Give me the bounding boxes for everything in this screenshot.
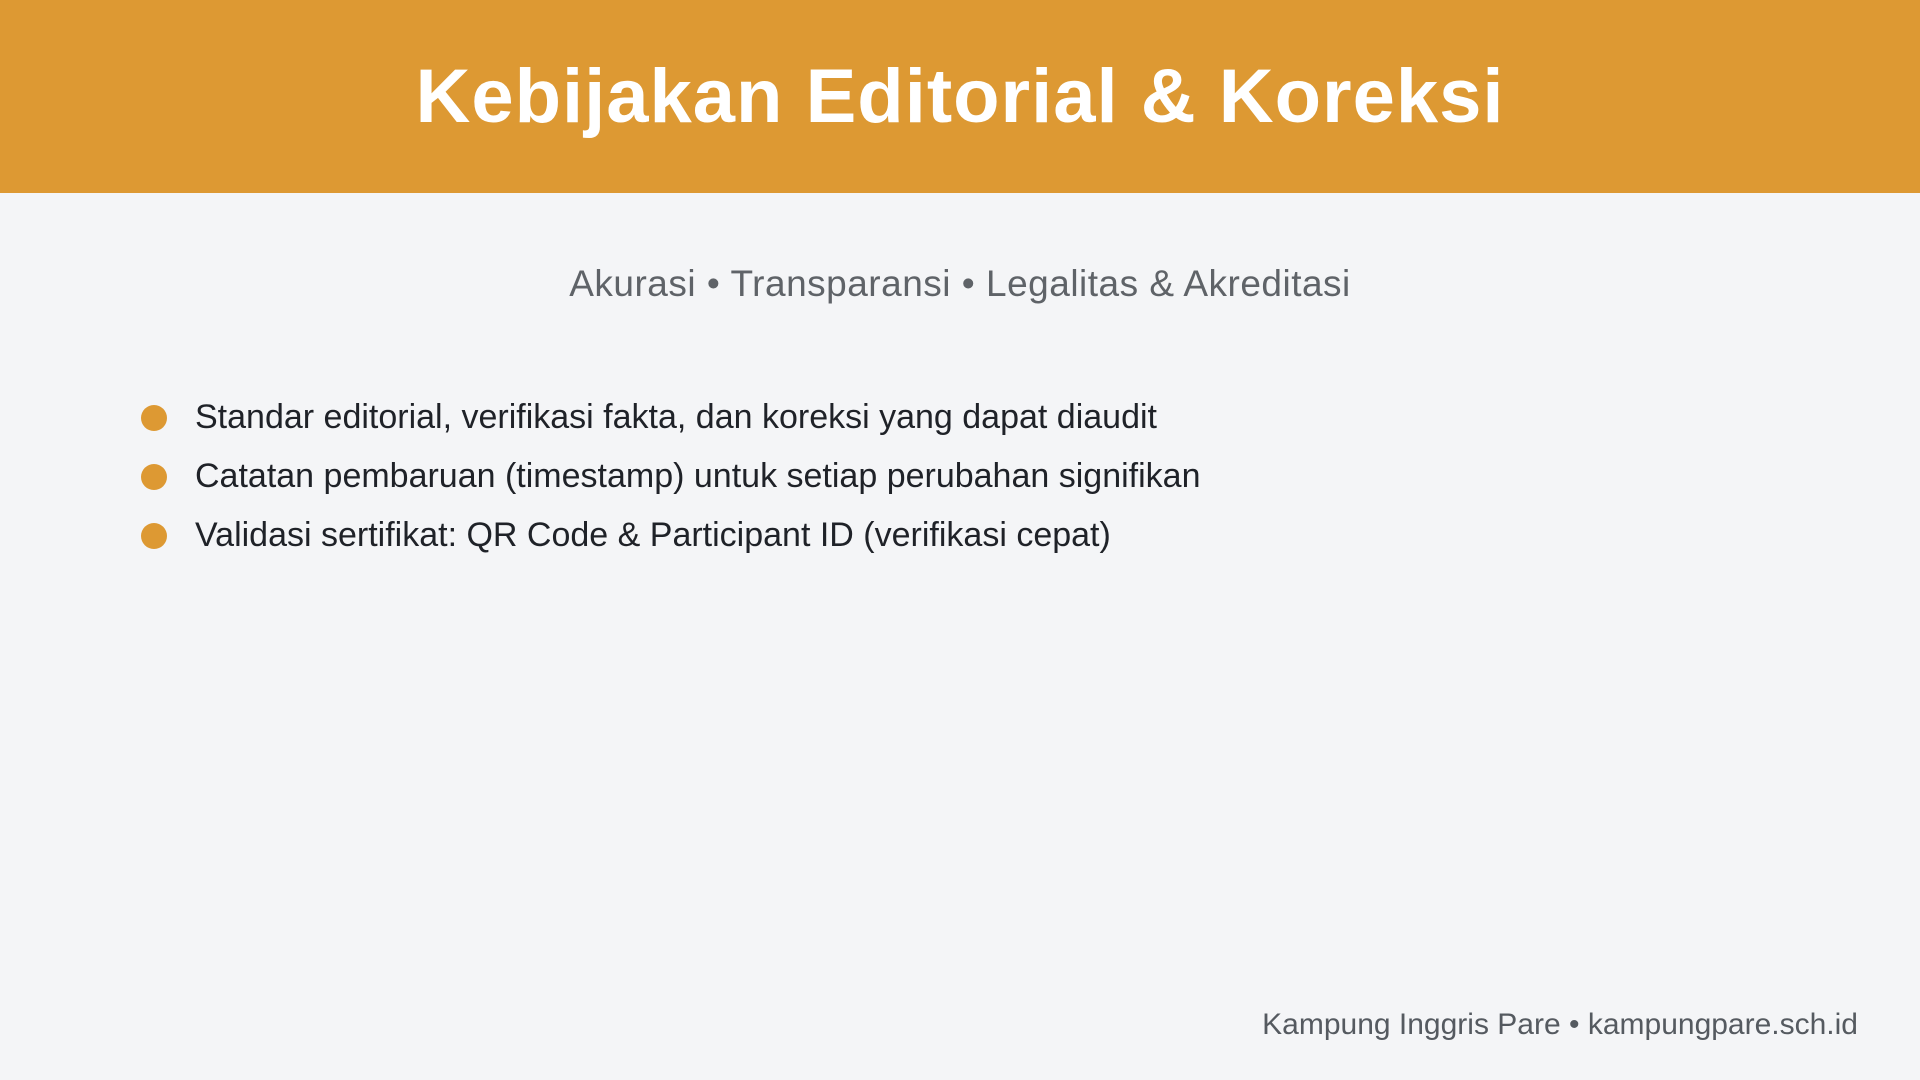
bullet-text: Catatan pembaruan (timestamp) untuk setiap perubahan signifikan — [195, 457, 1201, 495]
page-title: Kebijakan Editorial & Koreksi — [415, 54, 1505, 139]
list-item — [141, 447, 1200, 506]
bullet-text: Standar editorial, verifikasi fakta, dan koreksi yang dapat diaudit — [195, 398, 1157, 436]
bullet-dot-icon — [141, 464, 167, 490]
footer-credit: Kampung Inggris Pare • kampungpare.sch.id — [1262, 1008, 1858, 1041]
bullet-dot-icon — [141, 405, 167, 431]
bullet-list — [141, 388, 1200, 565]
subtitle: Akurasi • Transparansi • Legalitas & Akreditasi — [569, 263, 1351, 304]
list-item — [141, 506, 1200, 565]
title-banner — [0, 0, 1920, 193]
bullet-dot-icon — [141, 523, 167, 549]
bullet-text: Validasi sertifikat: QR Code & Participant ID (verifikasi cepat) — [195, 516, 1111, 554]
list-item — [141, 388, 1200, 447]
